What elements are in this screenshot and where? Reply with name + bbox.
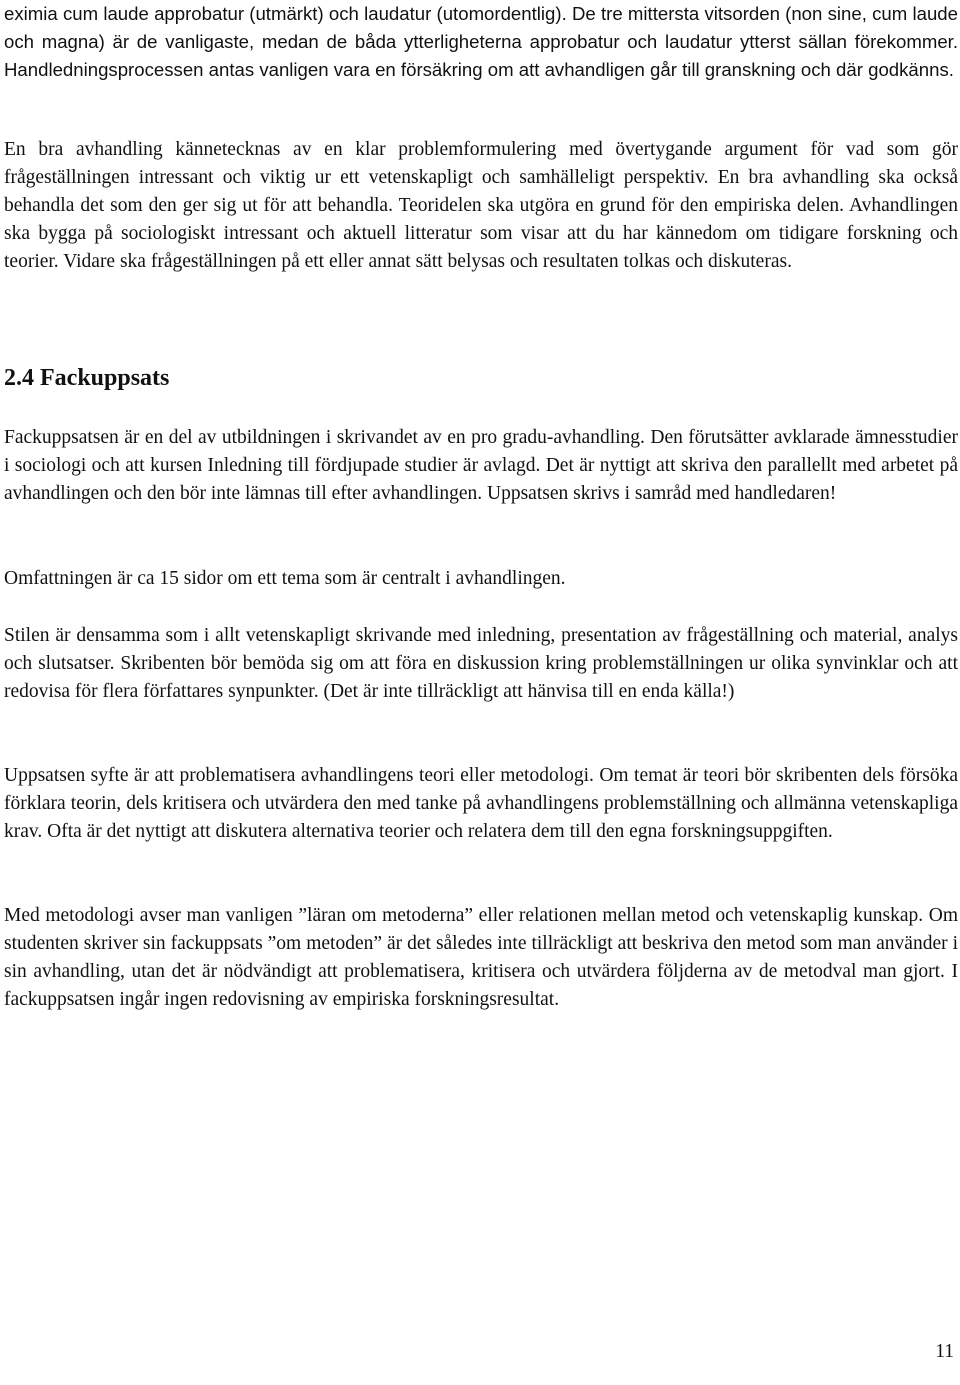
paragraph-style: Stilen är densamma som i allt vetenskapligt skrivande med inledning, presentation av frågeställning och material, analys och slutsatser. Skribenten bör bemöda sig om att föra en diskussion kring problemställningen ur olika synvinklar och att redovisa för flera författares synpunkter. (Det är inte tillräckligt att hänvisa till en enda källa!) (4, 625, 958, 702)
paragraph-scope: Omfattningen är ca 15 sidor om ett tema som är centralt i avhandlingen. (4, 568, 566, 589)
paragraph-methodology: Med metodologi avser man vanligen ”läran om metoderna” eller relationen mellan metod och vetenskaplig kunskap. Om studenten skriver sin fackuppsats ”om metoden” är det således inte tillräckligt att beskriva den metod som man använder i sin avhandling, utan det är nödvändigt att problematisera, kritisera och utvärdera följderna av de metodval man gjort. I fackuppsatsen ingår ingen redovisning av empiriska forskningsresultat. (4, 905, 958, 1010)
paragraph-grading-scale: eximia cum laude approbatur (utmärkt) och laudatur (utomordentlig). De tre mittersta vitsorden (non sine, cum laude och magna) är de vanligaste, medan de båda ytterligheterna approbatur och laudatur ytterst sällan förekommer. Handledningsprocessen antas vanligen vara en försäkring om att avhandligen går till granskning och där godkänns. (4, 3, 958, 80)
document-page (4, 0, 958, 1385)
section-heading: 2.4 Fackuppsats (4, 365, 170, 391)
paragraph-good-thesis: En bra avhandling kännetecknas av en klar problemformulering med övertygande argument för vad som gör frågeställningen intressant och viktig ur ett vetenskapligt och samhälleligt perspektiv. En bra avhandling ska också behandla det som den ger sig ut för att behandla. Teoridelen ska utgöra en grund för den empiriska delen. Avhandlingen ska bygga på sociologiskt intressant och aktuell litteratur som visar att du har kännedom om tidigare forskning och teorier. Vidare ska frågeställningen på ett eller annat sätt belysas och resultaten tolkas och diskuteras. (4, 139, 958, 272)
paragraph-purpose: Uppsatsen syfte är att problematisera avhandlingens teori eller metodologi. Om temat är teori bör skribenten dels försöka förklara teorin, dels kritisera och utvärdera den med tanke på avhandlingens problemställning och allmänna vetenskapliga krav. Ofta är det nyttigt att diskutera alternativa teorier och relatera dem till den egna forskningsuppgiften. (4, 765, 958, 842)
paragraph-fackuppsats-intro: Fackuppsatsen är en del av utbildningen i skrivandet av en pro gradu-avhandling. Den förutsätter avklarade ämnesstudier i sociologi och att kursen Inledning till fördjupade studier är avlagd. Det är nyttigt att skriva den parallellt med arbetet på avhandlingen och den bör inte lämnas till efter avhandlingen. Uppsatsen skrivs i samråd med handledaren! (4, 427, 958, 504)
page-number: 11 (935, 1341, 954, 1362)
